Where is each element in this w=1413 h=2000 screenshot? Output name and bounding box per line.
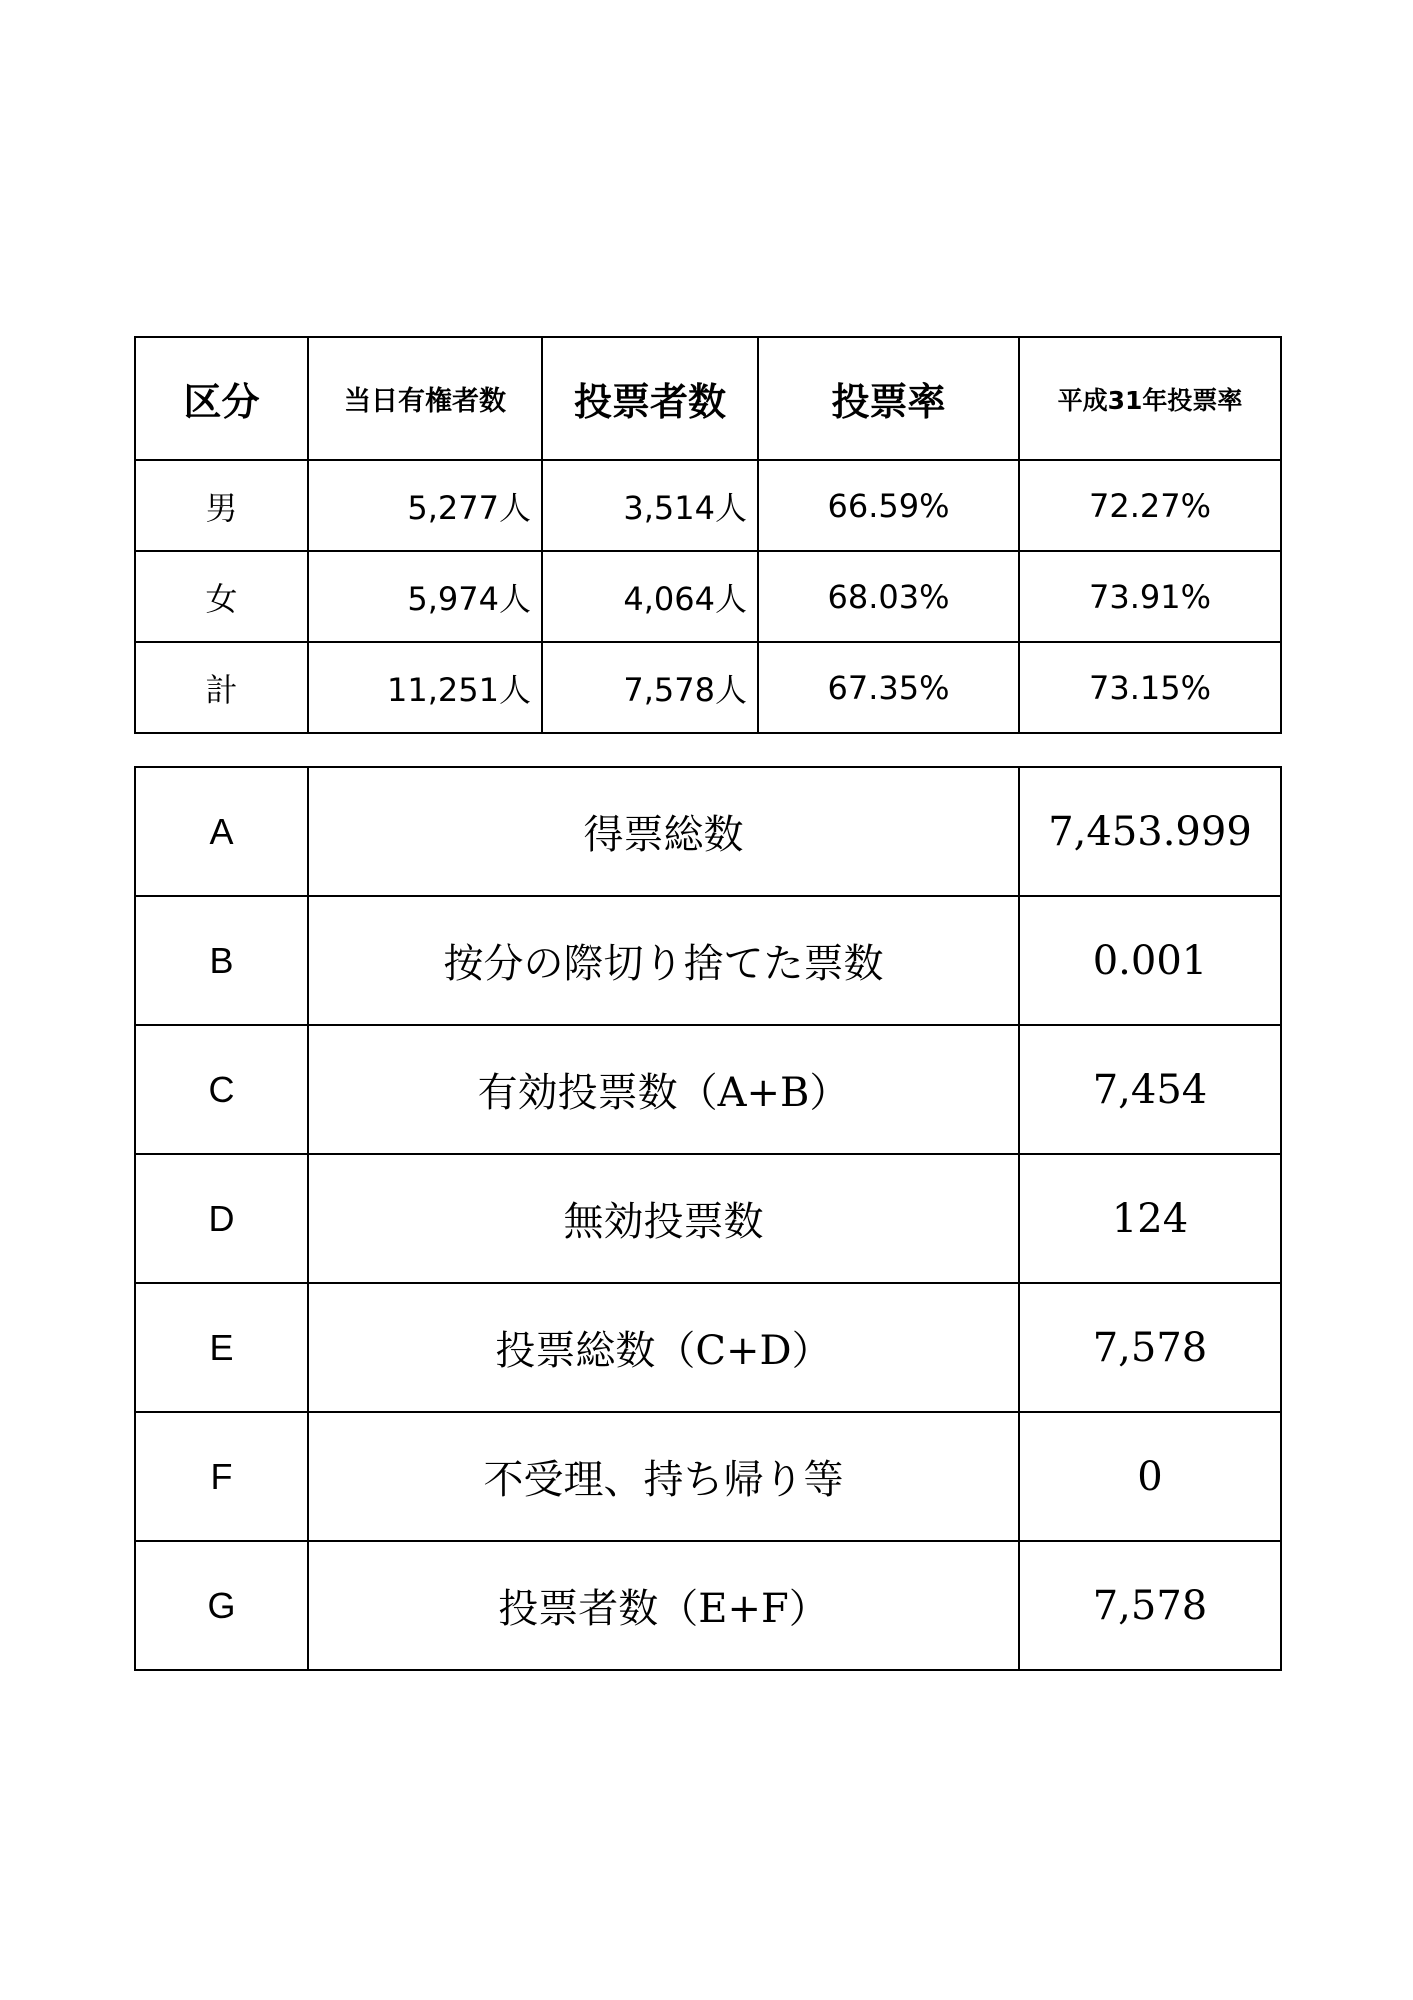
row-label: 有効投票数（A+B） (308, 1025, 1019, 1154)
row-label: 投票総数（C+D） (308, 1283, 1019, 1412)
row-label: 得票総数 (308, 767, 1019, 896)
table-row (135, 1412, 1281, 1541)
header-voters: 投票者数 (542, 337, 758, 460)
row-label: 無効投票数 (308, 1154, 1019, 1283)
table-row (135, 1154, 1281, 1283)
row-key: G (135, 1541, 308, 1670)
row-key: E (135, 1283, 308, 1412)
rate-h31-cell: 73.91% (1019, 551, 1281, 642)
votes-table (134, 766, 1282, 1671)
row-label: 按分の際切り捨てた票数 (308, 896, 1019, 1025)
row-value: 124 (1019, 1154, 1281, 1283)
rate-h31-cell: 72.27% (1019, 460, 1281, 551)
row-label: 投票者数（E+F） (308, 1541, 1019, 1670)
voters-cell: 7,578人 (542, 642, 758, 733)
table-row (135, 896, 1281, 1025)
eligible-cell: 5,974人 (308, 551, 542, 642)
table-row (135, 642, 1281, 733)
row-key: A (135, 767, 308, 896)
turnout-table (134, 336, 1282, 734)
table-row (135, 1283, 1281, 1412)
row-key: F (135, 1412, 308, 1541)
rate-cell: 66.59% (758, 460, 1019, 551)
row-key: B (135, 896, 308, 1025)
row-value: 0.001 (1019, 896, 1281, 1025)
row-value: 7,578 (1019, 1283, 1281, 1412)
header-turnout-rate-h31: 平成31年投票率 (1019, 337, 1281, 460)
row-value: 7,578 (1019, 1541, 1281, 1670)
category-cell: 男 (135, 460, 308, 551)
row-value: 0 (1019, 1412, 1281, 1541)
rate-cell: 68.03% (758, 551, 1019, 642)
header-eligible-voters: 当日有権者数 (308, 337, 542, 460)
row-value: 7,454 (1019, 1025, 1281, 1154)
table-row (135, 1025, 1281, 1154)
table-row (135, 1541, 1281, 1670)
rate-cell: 67.35% (758, 642, 1019, 733)
eligible-cell: 5,277人 (308, 460, 542, 551)
rate-h31-cell: 73.15% (1019, 642, 1281, 733)
voters-cell: 3,514人 (542, 460, 758, 551)
table-row (135, 460, 1281, 551)
eligible-cell: 11,251人 (308, 642, 542, 733)
row-key: D (135, 1154, 308, 1283)
voters-cell: 4,064人 (542, 551, 758, 642)
table-row (135, 551, 1281, 642)
category-cell: 女 (135, 551, 308, 642)
row-value: 7,453.999 (1019, 767, 1281, 896)
table-row (135, 767, 1281, 896)
header-turnout-rate: 投票率 (758, 337, 1019, 460)
row-key: C (135, 1025, 308, 1154)
category-cell: 計 (135, 642, 308, 733)
turnout-header-row (135, 337, 1281, 460)
header-category: 区分 (135, 337, 308, 460)
row-label: 不受理、持ち帰り等 (308, 1412, 1019, 1541)
